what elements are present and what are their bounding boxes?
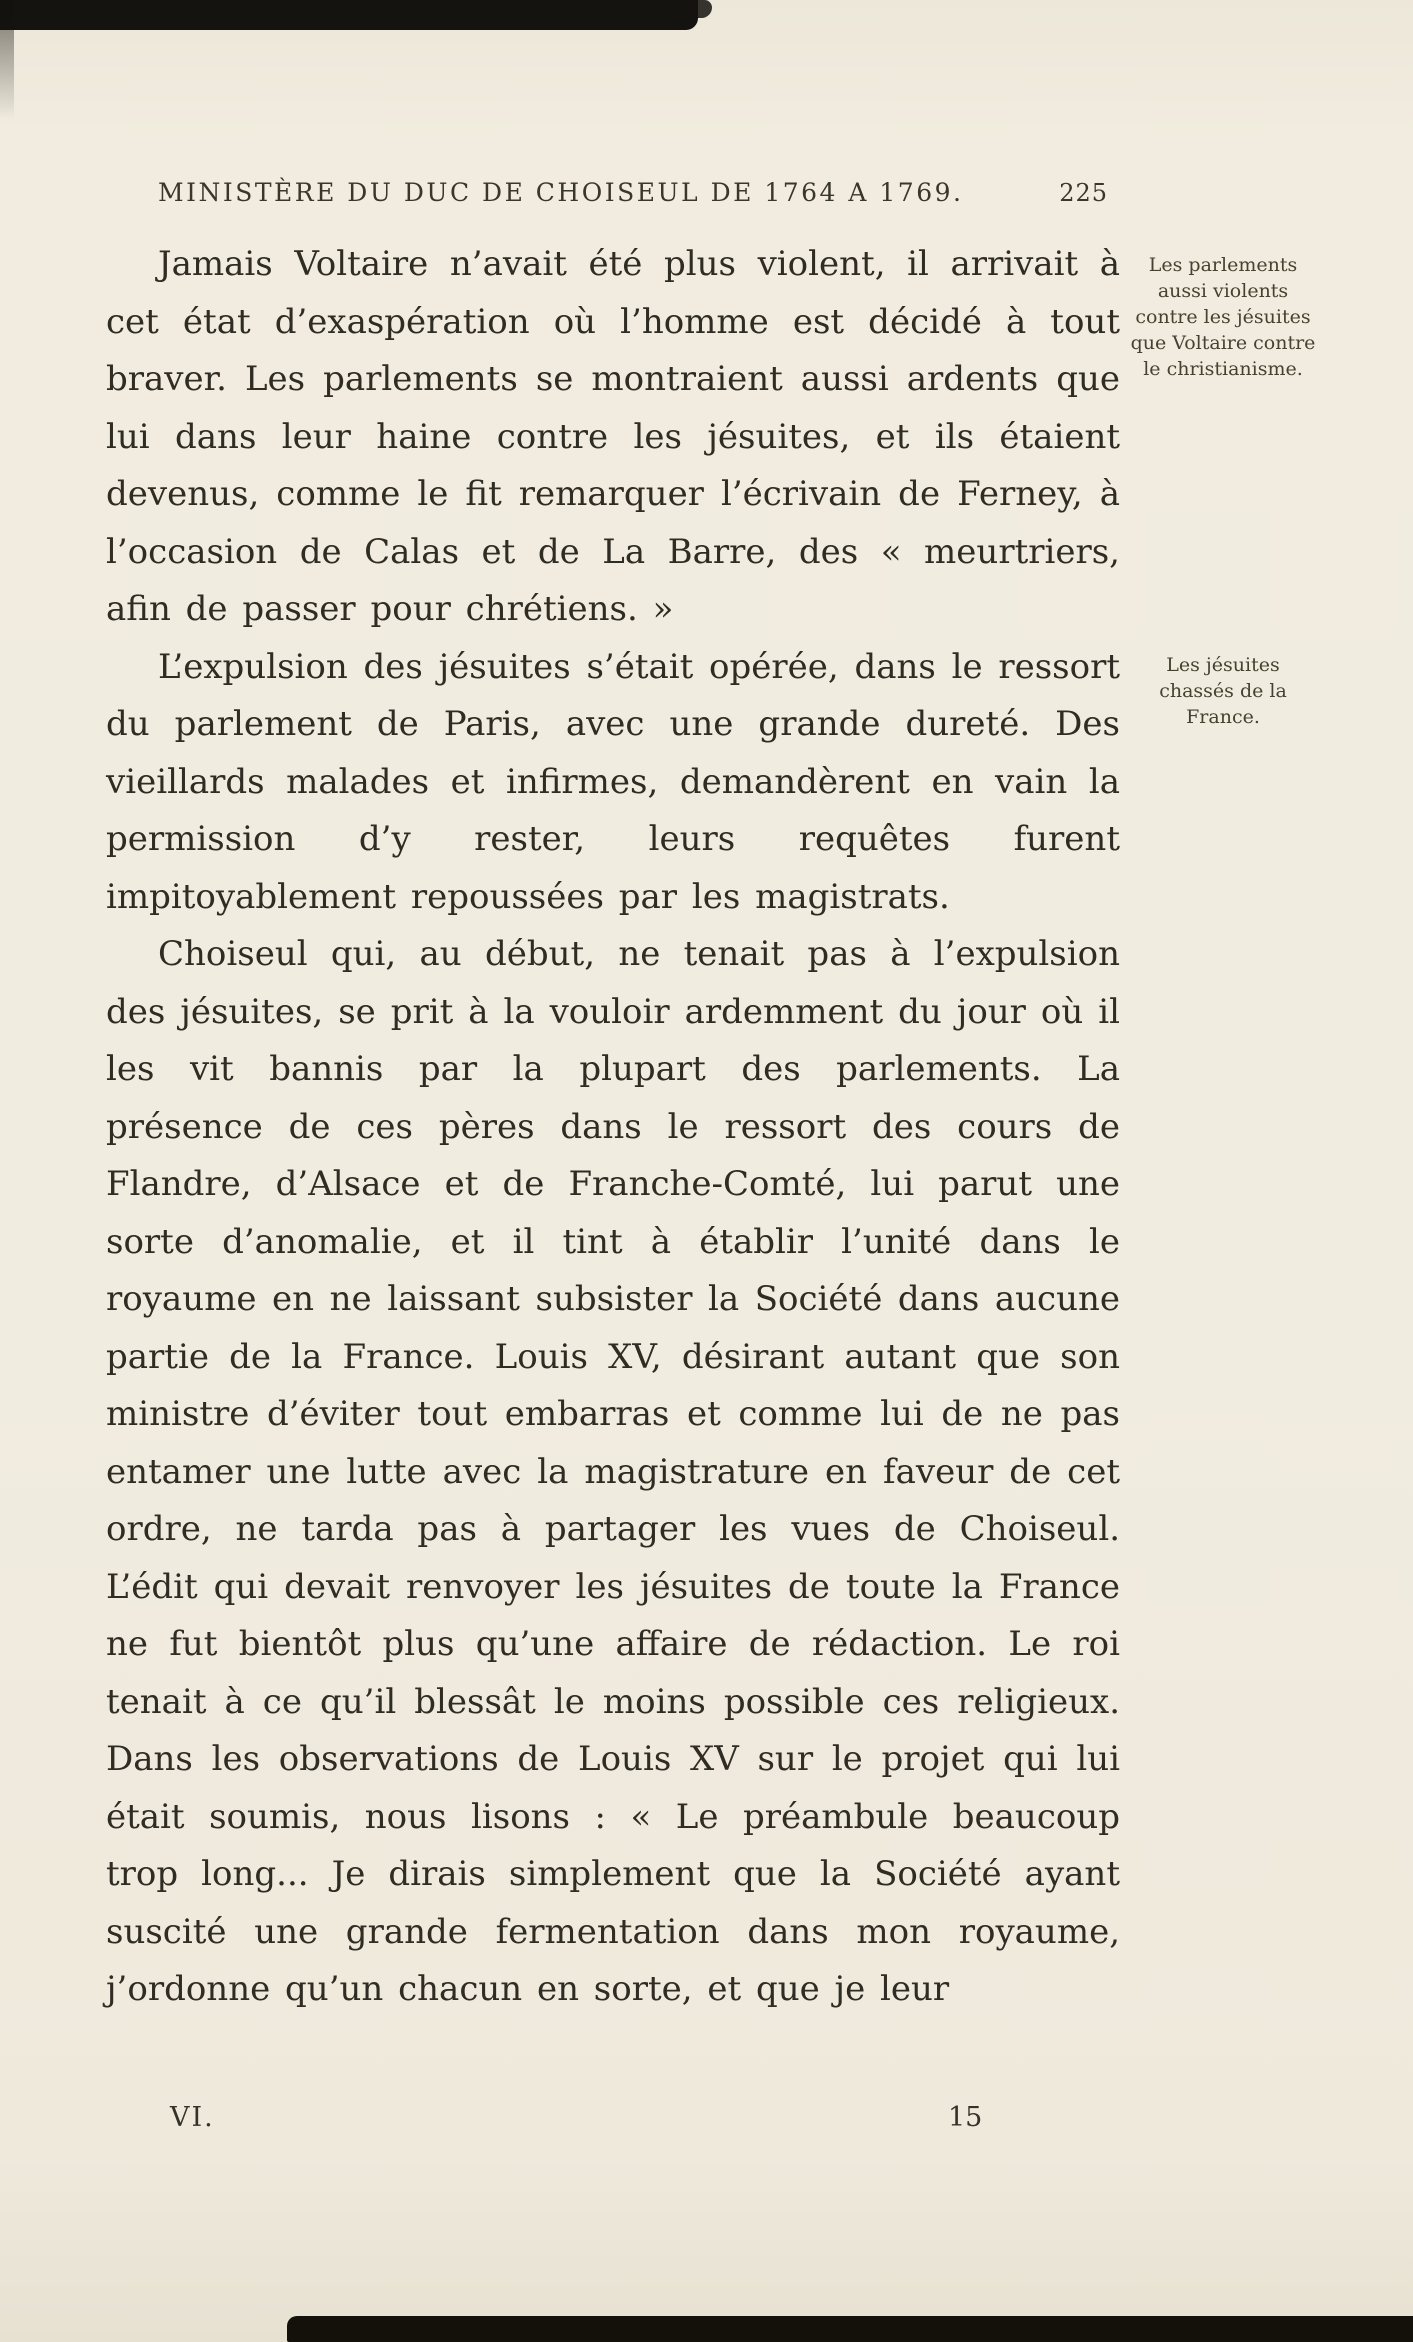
margin-note: Les parlements aussi violents contre les jésuites que Voltaire contre le christianisme. xyxy=(1130,254,1316,380)
main-text-column xyxy=(106,236,1120,2019)
paragraph: L’expulsion des jésuites s’était opérée, dans le ressort du parlement de Paris, avec une grande dureté. Des vieillards malades et infirmes, demandèrent en vain la permission d’y rester, leurs requêtes furent impitoyablement repoussées par les magistrats. xyxy=(106,646,1120,917)
footer-sheet-signature: 15 xyxy=(948,2102,983,2133)
scan-artifact-bottom-bar xyxy=(287,2316,1413,2342)
page-footer xyxy=(106,2102,1120,2152)
paragraph: Choiseul qui, au début, ne tenait pas à l’expulsion des jésuites, se prit à la vouloir ardemment du jour où il les vit bannis par la plupart des parlements. La présence de ces pères dans le ressort des cours de Flandre, d’Alsace et de Franche-Comté, lui parut une sorte d’anomalie, et il tint à établir l’unité dans le royaume en ne laissant subsister la Société dans aucune partie de la France. Louis XV, désirant autant que son ministre d’éviter tout embarras et comme lui de ne pas entamer une lutte avec la magistrature en faveur de cet ordre, ne tarda pas à partager les vues de Choiseul. L’édit qui devait renvoyer les jésuites de toute la France ne fut bientôt plus qu’une affaire de rédaction. Le roi tenait à ce qu’il blessât le moins possible ces religieux. Dans les observations de Louis XV sur le projet qui lui était soumis, nous lisons : « Le préambule beaucoup trop long... Je dirais simplement que la Société ayant suscité une grande fermentation dans mon royaume, j’ordonne qu’un chacun en sorte, et que je leur xyxy=(106,934,1120,2009)
scan-artifact-left-smudge xyxy=(0,0,14,120)
paragraph: Jamais Voltaire n’avait été plus violent, il arrivait à cet état d’exaspération où l’homme est décidé à tout braver. Les parlements se montraient aussi ardents que lui dans leur haine contre les jésuites, et ils étaient devenus, comme le fit remarquer l’écrivain de Ferney, à l’occasion de Calas et de La Barre, des « meurtriers, afin de passer pour chrétiens. » xyxy=(106,244,1120,629)
footer-volume-signature: VI. xyxy=(170,2102,215,2133)
running-head xyxy=(158,178,1108,207)
scan-artifact-top-bar xyxy=(0,0,698,30)
running-head-title: MINISTÈRE DU DUC DE CHOISEUL DE 1764 A 1769. xyxy=(158,178,964,207)
margin-note: Les jésuites chassés de la France. xyxy=(1159,654,1287,728)
page-number: 225 xyxy=(1059,179,1108,207)
